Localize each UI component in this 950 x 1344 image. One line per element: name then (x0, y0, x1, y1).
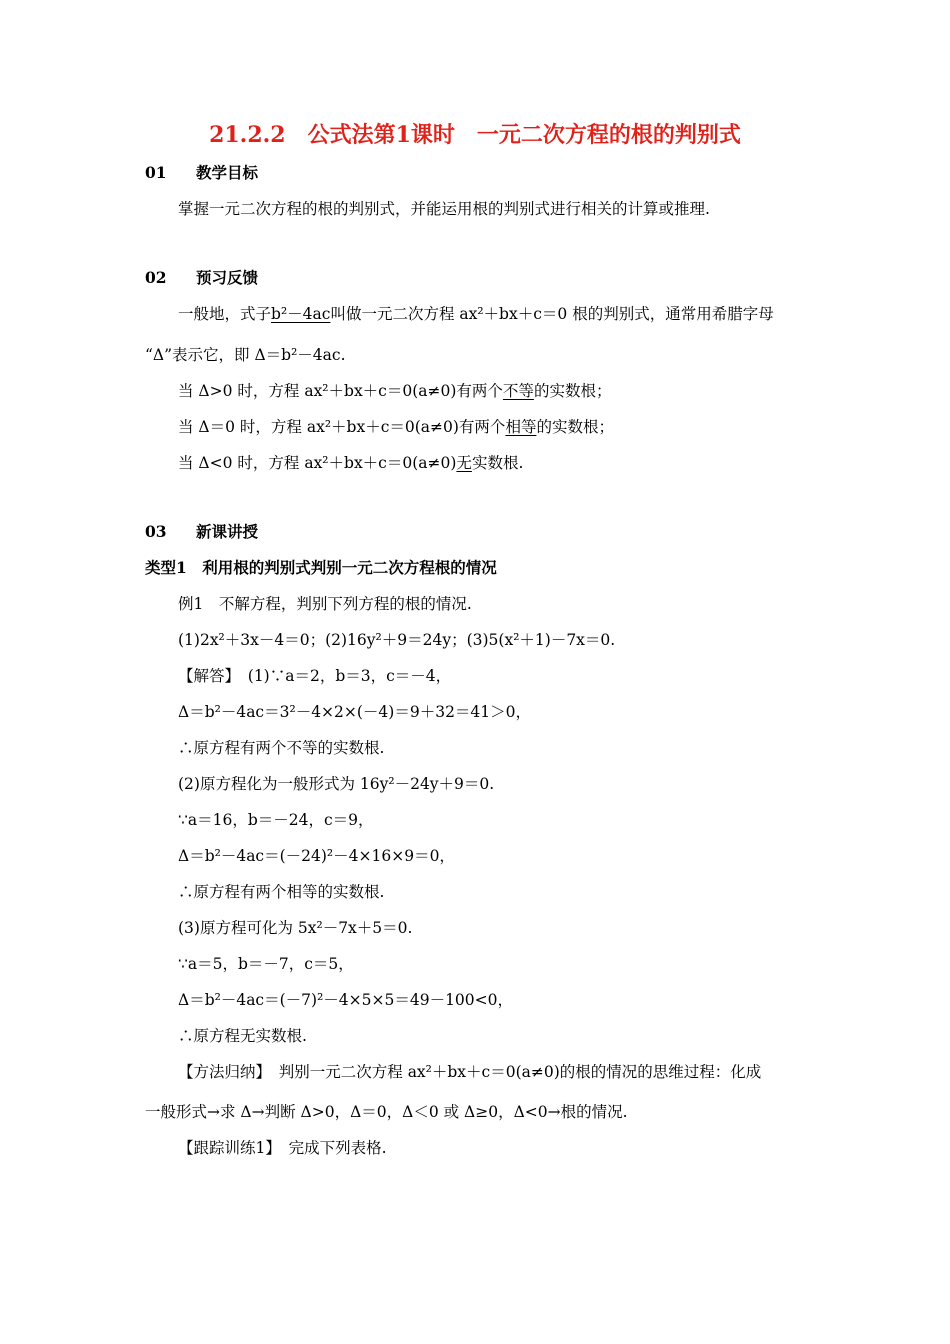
section-heading-new-lesson (145, 521, 258, 543)
example-equations: (1)2x²＋3x－4＝0；(2)16y²＋9＝24y；(3)5(x²＋1)－7x＝0. (178, 631, 616, 649)
preview-paragraph-line-1 (178, 303, 774, 325)
answer-line: ∴原方程有两个不等的实数根. (178, 739, 385, 757)
answer-tag: 【解答】 (178, 667, 233, 685)
text-segment: 叫做一元二次方程 ax²＋bx＋c＝0 根的判别式，通常用希腊字母 (330, 305, 774, 323)
condition-delta-zero (178, 416, 614, 438)
section-heading-preview (145, 267, 258, 289)
section-number: 01 (145, 163, 167, 182)
fill-blank-answer: 无 (456, 454, 472, 472)
method-tag: 【方法归纳】 (178, 1063, 264, 1081)
preview-paragraph-line-2: “Δ”表示它，即 Δ＝b²－4ac. (145, 346, 346, 364)
section-number: 02 (145, 268, 167, 287)
section-label: 新课讲授 (196, 522, 259, 541)
practice-tag: 【跟踪训练1】 (178, 1139, 274, 1157)
section-label: 教学目标 (196, 163, 259, 182)
practice-line (178, 1137, 387, 1159)
method-summary-line-2: 一般形式→求 Δ→判断 Δ>0，Δ＝0，Δ＜0 或 Δ≥0，Δ<0→根的情况. (145, 1103, 628, 1121)
text-segment: 当 Δ＝0 时，方程 ax²＋bx＋c＝0(a≠0)有两个 (178, 418, 506, 436)
text-segment: 的实数根； (536, 418, 614, 436)
fill-blank-answer: 不等 (502, 382, 534, 400)
condition-delta-positive (178, 380, 611, 402)
section-number: 03 (145, 522, 167, 541)
example-intro: 例1 不解方程，判别下列方程的根的情况. (178, 595, 472, 613)
type-heading: 类型1 利用根的判别式判别一元二次方程根的情况 (145, 558, 497, 577)
text-segment: 完成下列表格. (273, 1139, 387, 1157)
text-segment: 的实数根； (533, 382, 612, 400)
answer-line: Δ＝b²－4ac＝(－24)²－4×16×9＝0， (178, 847, 455, 865)
section-heading-objectives (145, 162, 258, 184)
page-title: 21.2.2 公式法第1课时 一元二次方程的根的判别式 (209, 122, 741, 148)
answer-first-line (178, 665, 451, 687)
condition-delta-negative (178, 452, 523, 474)
fill-blank-answer: b²－4ac (271, 305, 331, 323)
answer-line: (3)原方程可化为 5x²－7x＋5＝0. (178, 919, 413, 937)
objective-text: 掌握一元二次方程的根的判别式，并能运用根的判别式进行相关的计算或推理. (178, 200, 710, 218)
text-segment: 实数根. (471, 454, 524, 472)
answer-line: Δ＝b²－4ac＝(－7)²－4×5×5＝49－100<0， (178, 991, 513, 1009)
answer-line: ∵a＝5，b＝－7，c＝5， (178, 955, 354, 973)
text-segment: 当 Δ>0 时，方程 ax²＋bx＋c＝0(a≠0)有两个 (178, 382, 503, 400)
text-segment: 当 Δ<0 时，方程 ax²＋bx＋c＝0(a≠0) (178, 454, 457, 472)
answer-line: Δ＝b²－4ac＝3²－4×2×(－4)＝9＋32＝41＞0， (178, 703, 532, 721)
answer-line: ∴原方程有两个相等的实数根. (178, 883, 385, 901)
fill-blank-answer: 相等 (505, 418, 537, 436)
text-segment: (1)∵a＝2，b＝3，c＝－4， (232, 667, 452, 685)
method-summary-line-1 (178, 1061, 761, 1083)
text-segment: 判别一元二次方程 ax²＋bx＋c＝0(a≠0)的根的情况的思维过程：化成 (263, 1063, 762, 1081)
answer-line: ∵a＝16，b＝－24，c＝9， (178, 811, 374, 829)
answer-line: (2)原方程化为一般形式为 16y²－24y＋9＝0. (178, 775, 495, 793)
answer-line: ∴原方程无实数根. (178, 1027, 307, 1045)
section-label: 预习反馈 (196, 268, 259, 287)
text-segment: 一般地，式子 (178, 305, 272, 323)
